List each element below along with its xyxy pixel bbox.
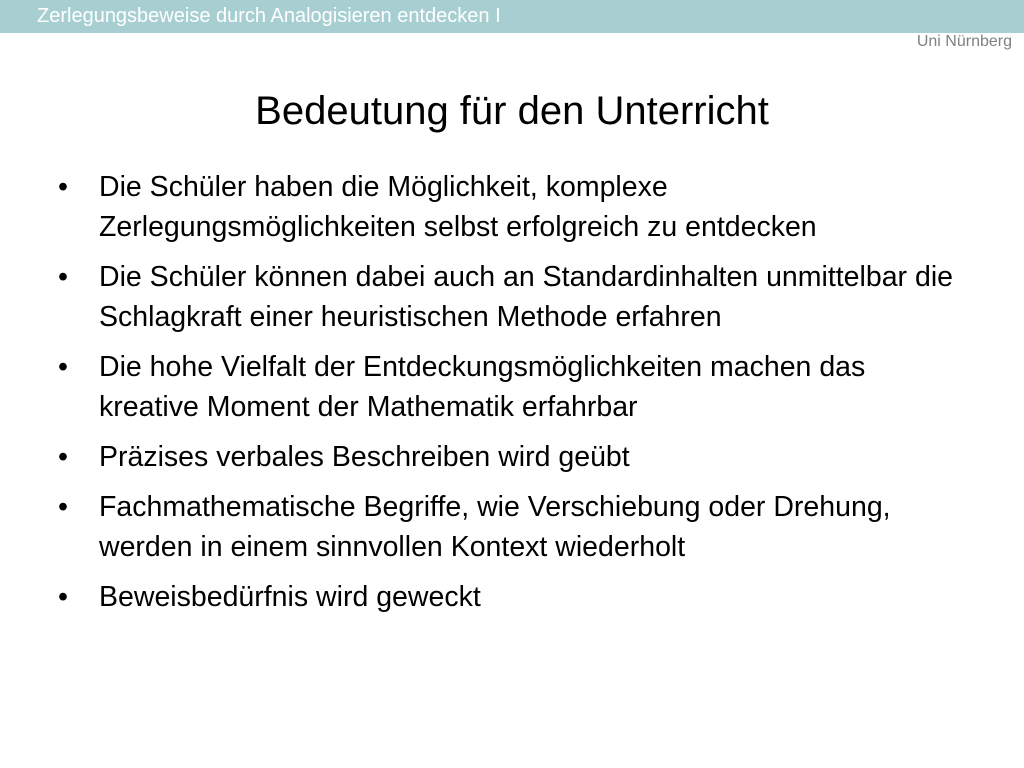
bullet-item — [58, 487, 968, 567]
slide-title: Bedeutung für den Unterricht — [255, 89, 769, 133]
header-title: Zerlegungsbeweise durch Analogisieren entdecken I — [37, 5, 501, 27]
bullet-text: Die Schüler haben die Möglichkeit, komplexe Zerlegungsmöglichkeiten selbst erfolgreich zu entdecken — [99, 171, 817, 243]
bullet-item — [58, 577, 968, 617]
institution-label: Uni Nürnberg — [916, 33, 1012, 50]
header-band — [0, 0, 1024, 33]
bullet-icon: • — [58, 581, 68, 613]
bullet-item — [58, 167, 968, 247]
bullet-text: Präzises verbales Beschreiben wird geübt — [99, 441, 630, 473]
bullet-text: Fachmathematische Begriffe, wie Verschiebung oder Drehung, werden in einem sinnvollen Kontext wiederholt — [99, 491, 891, 563]
bullet-text: Beweisbedürfnis wird geweckt — [99, 581, 481, 613]
bullet-list — [58, 167, 968, 627]
bullet-text: Die hohe Vielfalt der Entdeckungsmöglichkeiten machen das kreative Moment der Mathematik erfahrbar — [99, 351, 866, 423]
bullet-icon: • — [58, 171, 68, 203]
bullet-icon: • — [58, 261, 68, 293]
bullet-item — [58, 257, 968, 337]
bullet-item — [58, 437, 968, 477]
bullet-item — [58, 347, 968, 427]
bullet-text: Die Schüler können dabei auch an Standardinhalten unmittelbar die Schlagkraft einer heuristischen Methode erfahren — [99, 261, 953, 333]
bullet-icon: • — [58, 441, 68, 473]
bullet-icon: • — [58, 491, 68, 523]
bullet-icon: • — [58, 351, 68, 383]
